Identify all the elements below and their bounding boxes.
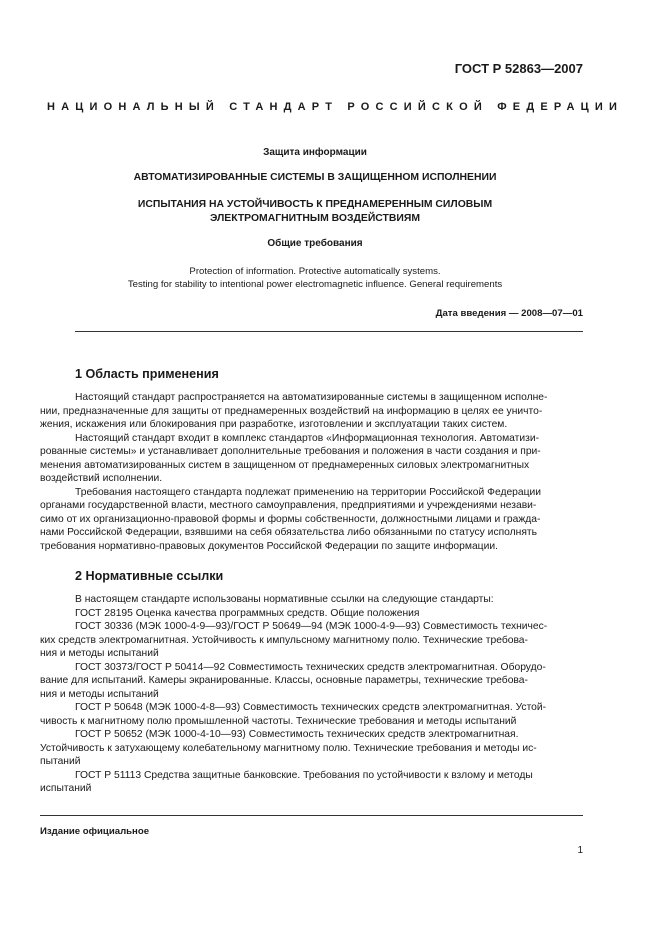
text-line: Требования настоящего стандарта подлежат применению на территории Российской Федерации <box>75 486 542 498</box>
section-1-heading: 1 Область применения <box>75 367 219 381</box>
text-line: испытаний <box>40 783 92 794</box>
main-title: АВТОМАТИЗИРОВАННЫЕ СИСТЕМЫ В ЗАЩИЩЕННОМ ИСПОЛНЕНИИ <box>133 172 497 183</box>
text-line: ГОСТ 30373/ГОСТ Р 50414—92 Совместимость технических средств электромагнитная. Оборудо- <box>75 661 546 673</box>
text-line: ких средств электромагнитная. Устойчивость к импульсному магнитному полю. Технические требова- <box>40 634 528 646</box>
official-edition-label: Издание официальное <box>40 826 150 837</box>
english-title <box>40 265 590 291</box>
text-line: ГОСТ Р 51113 Средства защитные банковские. Требования по устойчивости к взлому и методы <box>75 769 533 781</box>
text-line: жения, искажения или блокирования при разработке, изготовлении и эксплуатации таких систем. <box>40 419 508 430</box>
text-line: Устойчивость к затухающему колебательному магнитному полю. Технические требования и методы ис- <box>40 742 537 754</box>
text-line: ГОСТ 30336 (МЭК 1000-4-9—93)/ГОСТ Р 50649—94 (МЭК 1000-4-9—93) Совместимость техничес- <box>75 621 548 632</box>
text-line: вание для испытаний. Камеры экранированные. Классы, основные параметры, технические требова- <box>40 675 528 686</box>
text-line: ГОСТ Р 50652 (МЭК 1000-4-10—93) Совместимость технических средств электромагнитная. <box>75 729 519 740</box>
section-2-body <box>40 593 583 796</box>
text-line: ГОСТ 28195 Оценка качества программных средств. Общие положения <box>75 607 420 619</box>
page-number: 1 <box>577 845 583 856</box>
text-line: ГОСТ Р 50648 (МЭК 1000-4-8—93) Совместимость технических средств электромагнитная. Устой- <box>75 702 547 713</box>
text-line: нии, предназначенные для защиты от преднамеренных воздействий на информацию в целях ее уничто- <box>40 405 543 417</box>
text-line: органами государственной власти, местного самоуправления, предприятиями и учреждениями незави- <box>40 500 537 511</box>
text-line: ния и методы испытаний <box>40 688 159 700</box>
text-line: требования нормативно-правовых документов Российской Федерации по защите информации. <box>40 540 498 552</box>
national-standard-heading: НАЦИОНАЛЬНЫЙ СТАНДАРТ РОССИЙСКОЙ ФЕДЕРАЦИИ <box>46 101 624 113</box>
general-requirements-title: Общие требования <box>267 238 363 249</box>
text-line: Настоящий стандарт входит в комплекс стандартов «Информационная технология. Автоматизи- <box>75 432 540 444</box>
subject-title: Защита информации <box>263 147 367 158</box>
section-1-body <box>40 391 583 553</box>
divider-bottom <box>40 815 583 816</box>
subtitle <box>40 198 590 226</box>
english-title-line-2: Testing for stability to intentional power electromagnetic influence. General requirements <box>127 279 503 290</box>
introduction-date: Дата введения — 2008—07—01 <box>435 308 583 319</box>
section-2-heading: 2 Нормативные ссылки <box>75 569 224 583</box>
divider-top <box>75 331 583 332</box>
text-line: симо от их организационно-правовой формы и формы собственности, должностными лицами и гражда- <box>40 513 541 525</box>
text-line: нами Российской Федерации, взявшими на себя обязательства либо обязанными по статусу исполнять <box>40 527 538 538</box>
subtitle-line-2: ЭЛЕКТРОМАГНИТНЫМ ВОЗДЕЙСТВИЯМ <box>210 213 420 224</box>
text-line: менения автоматизированных систем в защищенном от преднамеренных силовых электромагнитных <box>40 459 530 471</box>
text-line: В настоящем стандарте использованы нормативные ссылки на следующие стандарты: <box>75 594 494 605</box>
text-line: чивость к магнитному полю промышленной частоты. Технические требования и методы испытаний <box>40 715 517 727</box>
text-line: рованные системы» и устанавливает дополнительные требования и положения в части создания и при- <box>40 446 541 457</box>
text-line: воздействий исполнении. <box>40 473 163 484</box>
text-line: Настоящий стандарт распространяется на автоматизированные системы в защищенном исполне- <box>75 392 548 403</box>
document-number: ГОСТ Р 52863—2007 <box>454 61 583 76</box>
text-line: ния и методы испытаний <box>40 648 159 659</box>
english-title-line-1: Protection of information. Protective automatically systems. <box>189 266 441 277</box>
subtitle-line-1: ИСПЫТАНИЯ НА УСТОЙЧИВОСТЬ К ПРЕДНАМЕРЕННЫМ СИЛОВЫМ <box>137 199 493 210</box>
text-line: пытаний <box>40 756 81 767</box>
